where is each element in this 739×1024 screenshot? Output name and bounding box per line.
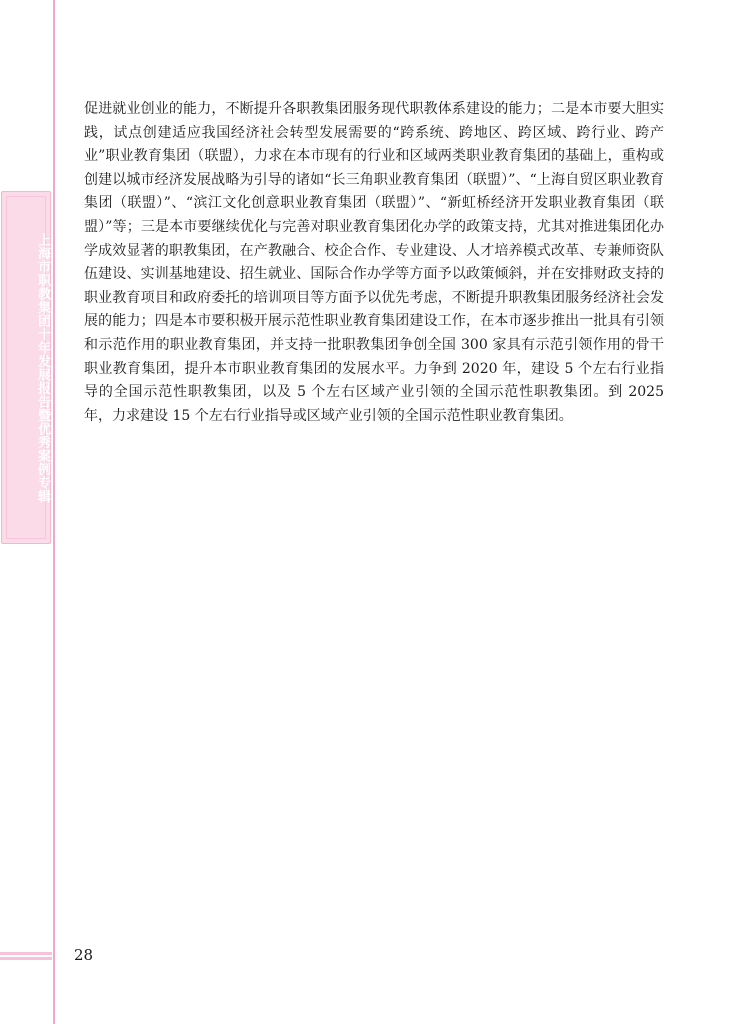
footer-stripe — [0, 952, 52, 955]
sidebar-tab — [1, 191, 51, 544]
body-paragraph: 促进就业创业的能力，不断提升各职教集团服务现代职教体系建设的能力；二是本市要大胆实践，试点创建适应我国经济社会转型发展需要的“跨系统、跨地区、跨区域、跨行业、跨产业”职业教育集团（联盟），力求在本市现有的行业和区域两类职业教育集团的基础上，重构或创建以城市经济发展战略为引导的诸如“长三角职业教育集团（联盟）”、“上海自贸区职业教育集团（联盟）”、“滨江文化创意职业教育集团（联盟）”、“新虹桥经济开发职业教育集团（联盟）”等；三是本市要继续优化与完善对职业教育集团化办学的政策支持，尤其对推进集团化办学成效显著的职教集团，在产教融合、校企合作、专业建设、人才培养模式改革、专兼师资队伍建设、实训基地建设、招生就业、国际合作办学等方面予以政策倾斜，并在安排财政支持的职业教育项目和政府委托的培训项目等方面予以优先考虑，不断提升职教集团服务经济社会发展的能力；四是本市要积极开展示范性职业教育集团建设工作，在本市逐步推出一批具有引领和示范作用的职业教育集团，并支持一批职教集团争创全国 300 家具有示范引领作用的骨干职业教育集团，提升本市职业教育集团的发展水平。力争到 2020 年，建设 5 个左右行业指导的全国示范性职教集团，以及 5 个左右区域产业引领的全国示范性职教集团。到 2025 年，力求建设 15 个左右行业指导或区域产业引领的全国示范性职业教育集团。 — [84, 101, 664, 424]
footer-stripe — [0, 957, 52, 960]
page-number: 28 — [74, 946, 94, 964]
sidebar-book-title: 上海市职教集团十年发展报告暨优秀案例专辑 — [35, 233, 50, 503]
margin-rule — [53, 0, 55, 1024]
main-text-block — [84, 98, 664, 428]
footer-stripes — [0, 952, 52, 962]
